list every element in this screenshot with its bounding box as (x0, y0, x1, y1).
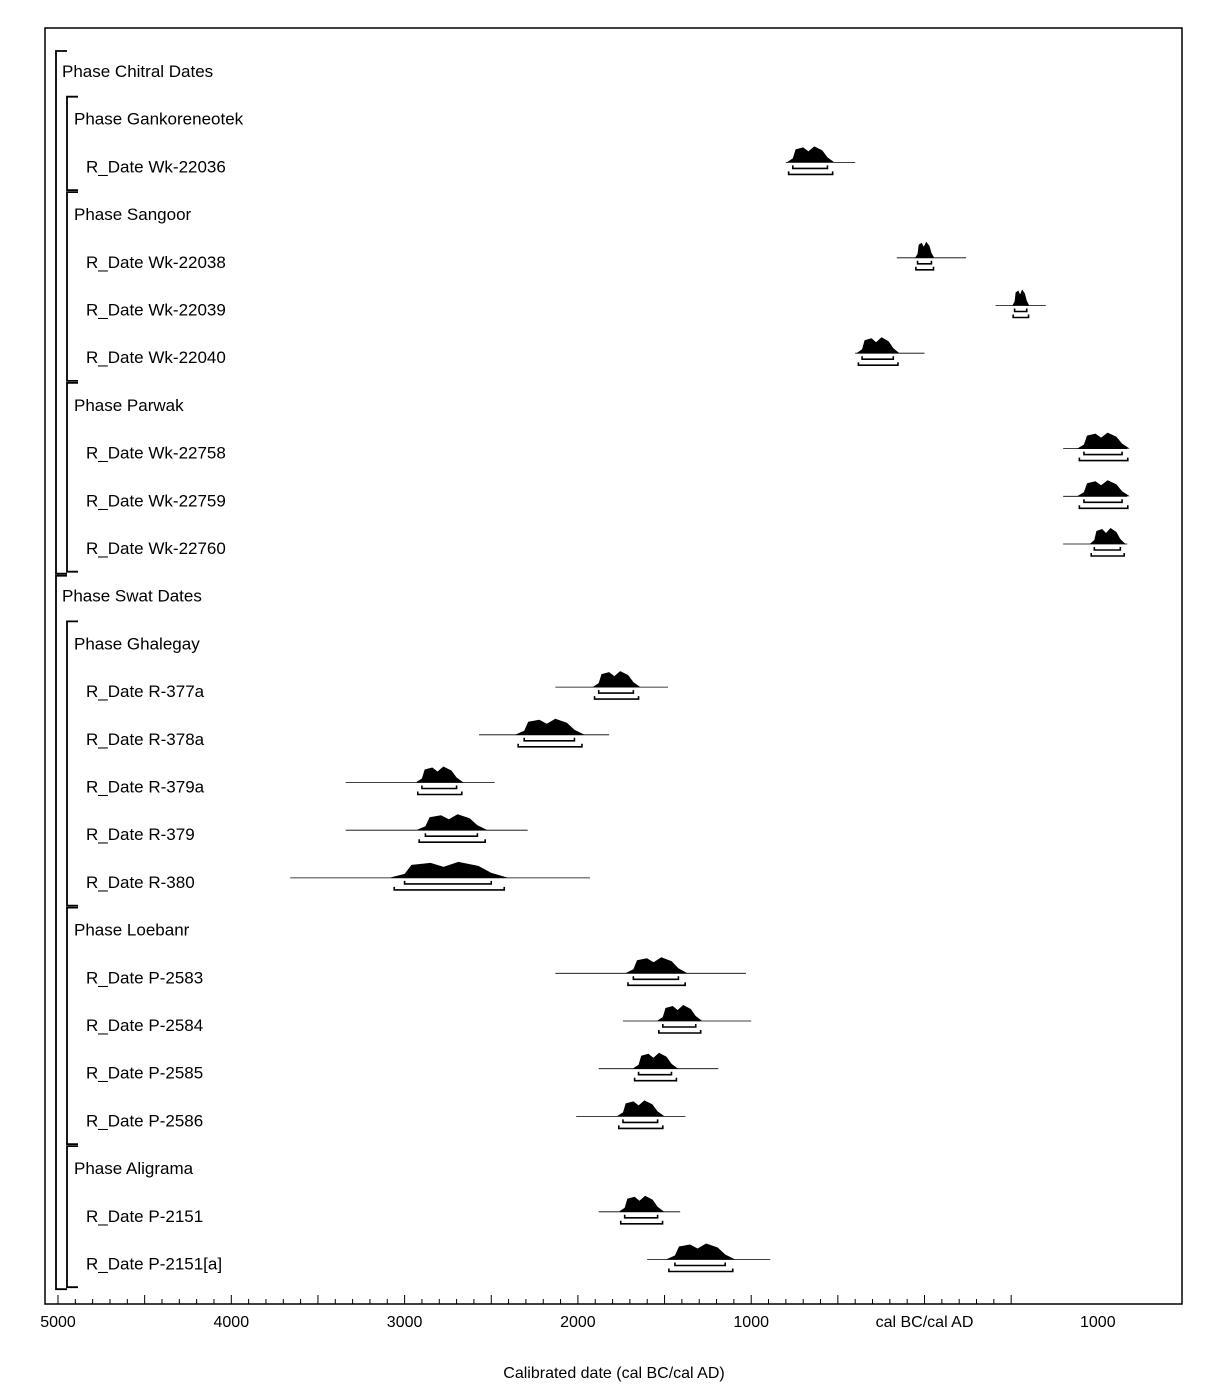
date-row (86, 242, 966, 272)
date-label: R_Date P-2584 (86, 1016, 204, 1035)
date-row (86, 480, 1130, 510)
phase-label: Phase Aligrama (74, 1159, 194, 1179)
posterior-distribution (1090, 528, 1126, 544)
posterior-distribution (617, 1100, 665, 1116)
posterior-distribution (416, 767, 464, 783)
range-95 (628, 982, 685, 985)
date-label: R_Date Wk-22760 (86, 539, 226, 558)
date-row (86, 146, 855, 176)
date-label: R_Date P-2583 (86, 968, 204, 988)
phase-label: Phase Sangoor (74, 205, 192, 225)
range-95 (621, 1221, 663, 1224)
date-row (86, 1053, 718, 1083)
posterior-distribution (416, 814, 488, 830)
date-label: R_Date R-377a (86, 682, 205, 702)
date-row (86, 433, 1130, 463)
date-label: R_Date Wk-22759 (86, 491, 226, 511)
date-label: R_Date Wk-22036 (86, 157, 226, 177)
date-label: R_Date R-379a (86, 777, 205, 797)
range-95 (518, 744, 582, 747)
posterior-distribution (657, 1005, 702, 1021)
range-68 (405, 881, 492, 884)
date-row (86, 862, 590, 892)
range-68 (425, 833, 477, 836)
date-row (86, 671, 668, 701)
date-label: R_Date P-2151 (86, 1206, 204, 1226)
range-95 (1079, 458, 1127, 461)
range-95 (659, 1030, 701, 1033)
posterior-distribution (619, 1196, 664, 1212)
range-95 (394, 887, 504, 890)
x-tick-label: 1000 (1080, 1314, 1116, 1331)
range-95 (858, 362, 898, 365)
x-tick-label: 3000 (386, 1314, 423, 1331)
range-95 (619, 1125, 663, 1128)
date-row (86, 767, 495, 797)
date-row (86, 337, 925, 367)
date-row (86, 290, 1046, 320)
phase-brackets (56, 51, 78, 1289)
phase-label: Phase Parwak (74, 395, 184, 415)
date-label: R_Date P-2586 (86, 1111, 204, 1131)
x-tick-label: 5000 (40, 1314, 76, 1331)
posterior-distribution (633, 1053, 679, 1069)
range-95 (789, 171, 833, 174)
date-row (86, 528, 1127, 558)
date-label: R_Date Wk-22039 (86, 300, 226, 320)
range-68 (1084, 452, 1122, 455)
phase-label: Phase Loebanr (74, 920, 190, 940)
range-68 (599, 690, 634, 693)
range-68 (625, 1215, 658, 1218)
posterior-distribution (915, 242, 934, 258)
range-68 (639, 1072, 672, 1075)
phase-label: Phase Swat Dates (62, 586, 202, 606)
posterior-distribution (389, 862, 509, 878)
date-row (86, 1244, 770, 1274)
posterior-distribution (515, 719, 584, 735)
range-95 (916, 267, 934, 270)
date-rows (62, 62, 1130, 1274)
range-68 (422, 786, 457, 789)
plot-frame (45, 28, 1182, 1304)
range-68 (1094, 547, 1120, 550)
date-row (86, 814, 528, 844)
posterior-distribution (857, 337, 900, 353)
date-label: R_Date Wk-22758 (86, 443, 226, 463)
date-label: R_Date P-2585 (86, 1063, 204, 1083)
range-68 (918, 261, 932, 264)
range-95 (1091, 553, 1124, 556)
phase-bracket (56, 576, 67, 1289)
posterior-distribution (787, 146, 835, 162)
range-95 (1079, 505, 1127, 508)
range-68 (663, 1024, 696, 1027)
range-68 (793, 165, 828, 168)
posterior-distribution (1077, 480, 1130, 496)
phase-bracket (56, 51, 67, 574)
x-axis-title: Calibrated date (cal BC/cal AD) (503, 1365, 725, 1382)
x-tick-label: 2000 (560, 1314, 596, 1331)
range-68 (675, 1263, 725, 1266)
range-95 (635, 1078, 677, 1081)
date-row (86, 1005, 751, 1035)
date-label: R_Date Wk-22040 (86, 348, 226, 368)
date-label: R_Date R-380 (86, 872, 195, 892)
date-row (86, 1196, 680, 1226)
phase-label: Phase Gankoreneotek (74, 109, 244, 129)
date-row (86, 957, 746, 987)
range-95 (595, 696, 639, 699)
range-68 (633, 976, 678, 979)
range-68 (862, 356, 893, 359)
range-95 (418, 792, 462, 795)
posterior-distribution (593, 671, 641, 687)
posterior-distribution (1012, 290, 1029, 306)
x-tick-label: 4000 (213, 1314, 250, 1331)
range-68 (623, 1119, 658, 1122)
range-95 (419, 839, 485, 842)
posterior-distribution (666, 1244, 735, 1260)
date-label: R_Date P-2151[a] (86, 1254, 223, 1274)
phase-label: Phase Chitral Dates (62, 62, 214, 81)
phase-bracket (67, 621, 78, 905)
x-axis (40, 1295, 1115, 1331)
range-68 (524, 738, 574, 741)
phase-bracket (67, 908, 78, 1145)
range-95 (1013, 315, 1028, 318)
range-68 (1015, 309, 1027, 312)
range-95 (669, 1269, 733, 1272)
posterior-distribution (1077, 433, 1130, 449)
date-label: R_Date Wk-22038 (86, 252, 226, 272)
posterior-distribution (625, 957, 687, 973)
x-tick-label: cal BC/cal AD (875, 1314, 974, 1331)
date-label: R_Date R-379 (86, 825, 195, 845)
x-tick-label: 1000 (733, 1314, 769, 1331)
date-label: R_Date R-378a (86, 729, 205, 749)
date-row (86, 1100, 685, 1130)
date-row (86, 719, 609, 749)
phase-label: Phase Ghalegay (74, 634, 200, 654)
range-68 (1084, 499, 1122, 502)
